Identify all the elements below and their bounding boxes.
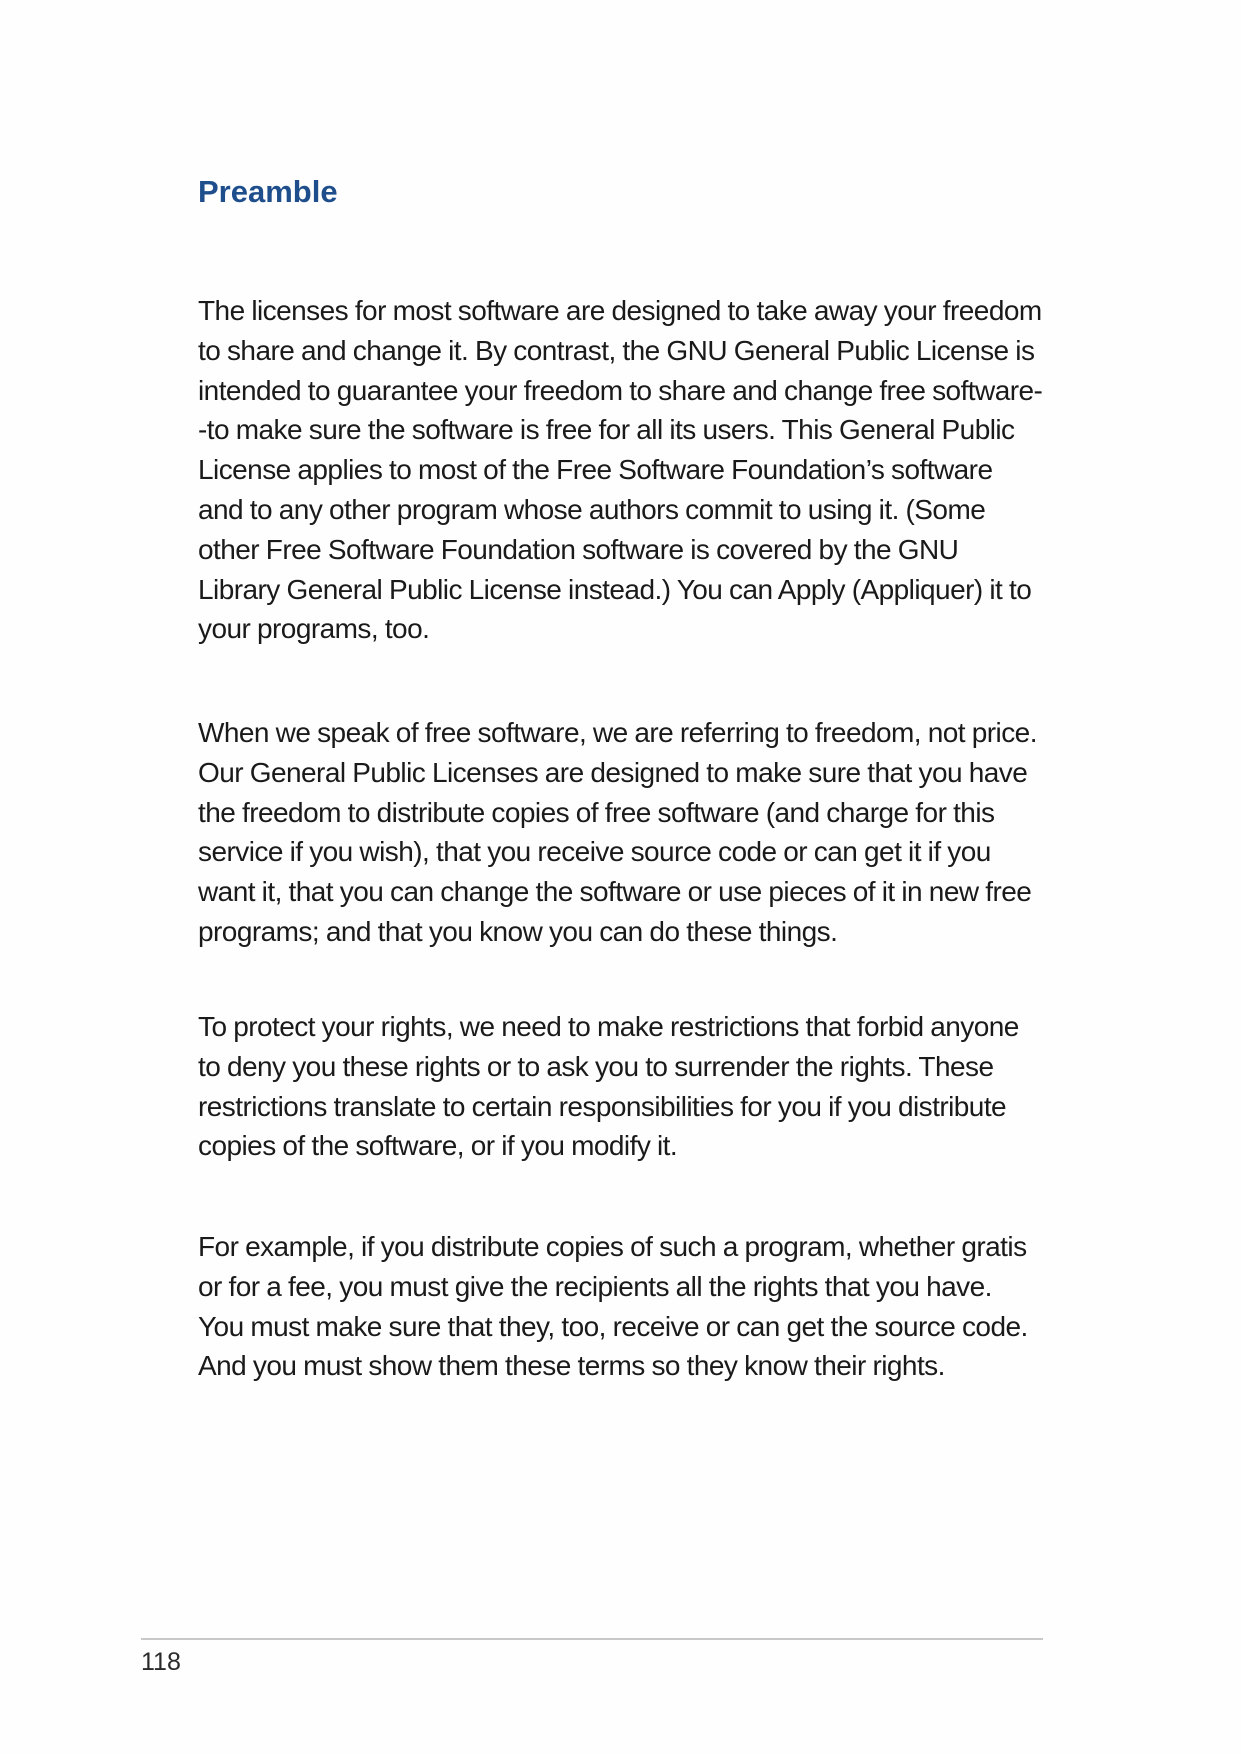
page-number: 118 bbox=[141, 1648, 181, 1676]
paragraph-licenses: The licenses for most software are designed to take away your freedom to share and change it. By contrast, the GNU General Public License is intended to guarantee your freedom to share and change free software--to make sure the software is free for all its users. This General Public License applies to most of the Free Software Foundation’s software and to any other program whose authors commit to using it. (Some other Free Software Foundation software is covered by the GNU Library General Public License instead.) You can Apply (Appliquer) it to your programs, too. bbox=[198, 295, 1043, 645]
footer-divider bbox=[141, 1638, 1043, 1640]
paragraph-free-software: When we speak of free software, we are referring to freedom, not price. Our General Public Licenses are designed to make sure that you have the freedom to distribute copies of free software (and charge for this service if you wish), that you receive source code or can get it if you want it, that you can change the software or use pieces of it in new free programs; and that you know you can do these things. bbox=[198, 717, 1037, 947]
section-heading: Preamble bbox=[198, 174, 338, 209]
paragraph-protect-rights: To protect your rights, we need to make restrictions that forbid anyone to deny you these rights or to ask you to surrender the rights. These restrictions translate to certain responsibilities for you if you distribute copies of the software, or if you modify it. bbox=[198, 1011, 1019, 1162]
paragraph-example: For example, if you distribute copies of such a program, whether gratis or for a fee, you must give the recipients all the rights that you have. You must make sure that they, too, receive or can get the source code. And you must show them these terms so they know their rights. bbox=[198, 1231, 1028, 1382]
